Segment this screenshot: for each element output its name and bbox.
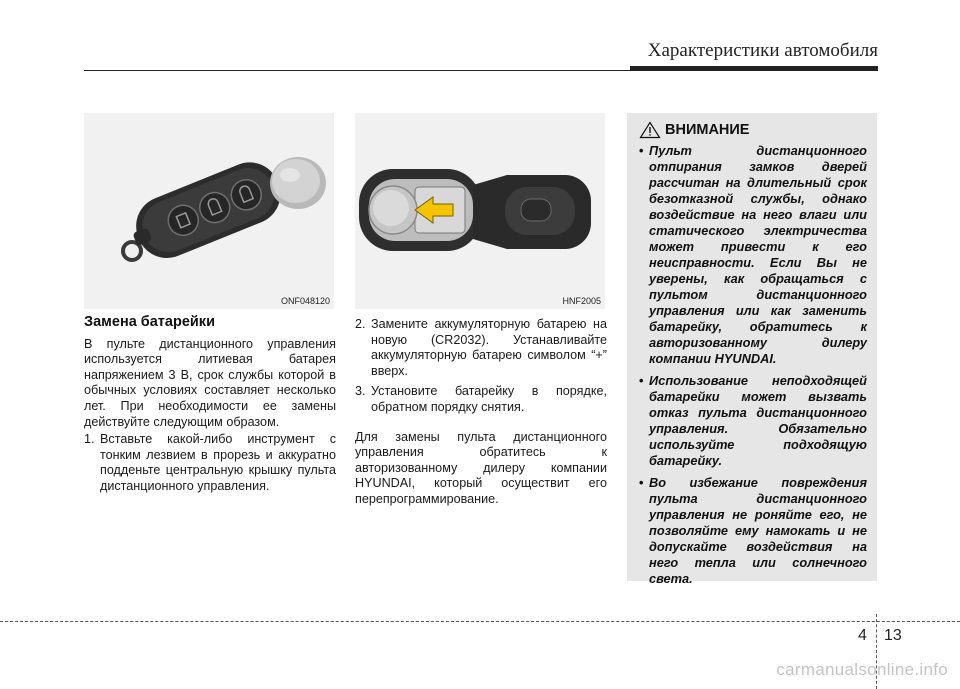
warning-text: Использование неподходящей батарейки может вызвать отказ пульта дистанционного управления. Обязательно используйте подходящую батарейку. [649,373,867,468]
warning-item: • Пульт дистанционного отпирания замков дверей рассчитан на длительный срок безотказной службы, однако воздействие на него влаги или статического электричества может привести к его неисправности. Если Вы не уверены, как обращаться с пультом дистанционного управления или как заменить батарейку, обратитесь к авторизованному дилеру компании HYUNDAI. [639,143,867,366]
warning-item: • Во избежание повреждения пульта дистанционного управления не роняйте его, не позволяйте ему намокать и не допускайте воздействия на него тепла или солнечного света. [639,475,867,586]
fob-front-half [473,175,591,249]
page-number: 13 [884,627,902,644]
step-number: 3. [355,384,366,399]
warning-text: Во избежание повреждения пульта дистанционного управления не роняйте его, не позволяйте ему намокать и не допускайте воздействия на него тепла или солнечного света. [649,475,867,586]
step-item [355,384,607,415]
figure-open-fob [355,113,605,309]
step-item [355,317,607,379]
figure-caption: HNF2005 [562,296,601,306]
step-number: 1. [84,432,95,447]
step-text: Вставьте какой-либо инструмент с тонким лезвием в прорезь и аккуратно подденьте центральную крышку пульта дистанционного управления. [100,432,336,493]
text-column-left [84,315,336,495]
page-header-title: Характеристики автомобиля [647,40,878,61]
footer-rule [0,621,960,622]
figure-key-fob [84,113,334,309]
warning-box [627,113,877,586]
warning-item: • Использование неподходящей батарейки может вызвать отказ пульта дистанционного управления. Обязательно используйте подходящую батарейку. [639,373,867,468]
chapter-number: 4 [858,627,867,644]
figure-caption: ONF048120 [280,296,330,306]
step-item [84,432,336,494]
warning-text: Пульт дистанционного отпирания замков дверей рассчитан на длительный срок безотказной службы, однако воздействие на него влаги или статического электричества может привести к его неисправности. Если Вы не уверены, как обращаться с пультом дистанционного управления или как заменить батарейку, обратитесь к авторизованному дилеру компании HYUNDAI. [649,143,867,366]
step-number: 2. [355,317,366,331]
warning-list [639,143,867,587]
warning-header [639,121,867,139]
text-column-middle [355,315,607,508]
warning-triangle-icon [639,121,661,139]
step-text: Установите батарейку в порядке, обратном порядку снятия. [371,384,607,414]
outro-paragraph: Для замены пульта дистанционного управления обратитесь к авторизованному дилеру компании HYUNDAI, который осуществит его перепрограммирование. [355,429,607,506]
intro-paragraph: В пульте дистанционного управления используется литиевая батарея напряжением 3 В, срок службы которой в обычных условиях составляет несколько лет. При необходимости ее замены действуйте следующим образом. [84,336,336,429]
warning-title: ВНИМАНИЕ [665,122,750,138]
header-rule-accent [630,66,878,71]
watermark-text: carmanualsonline.info [776,660,948,679]
section-title: Замена батарейки [84,314,215,330]
key-fob-illustration [84,113,334,309]
fob-body [123,153,289,268]
coin-battery [270,157,326,209]
battery-in-case [369,186,417,234]
step-text: Замените аккумуляторную батарею на новую (CR2032). Устанавливайте аккумуляторную батарею символом “+” вверх. [371,317,607,378]
open-fob-illustration [355,113,605,309]
steps-list-continued [355,317,607,416]
steps-list [84,432,336,494]
